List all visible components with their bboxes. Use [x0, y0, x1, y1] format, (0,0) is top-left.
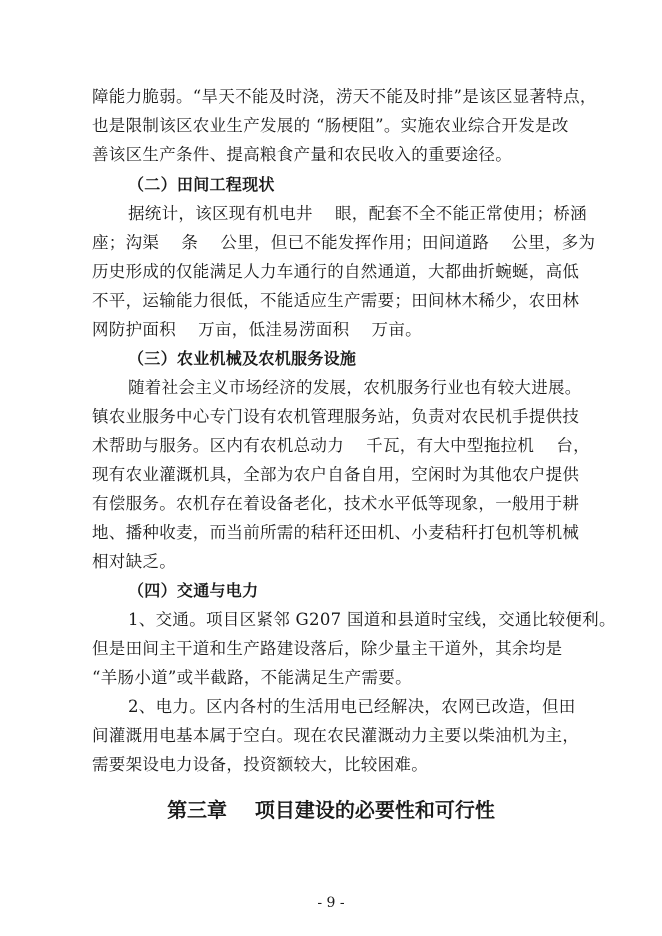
- paragraph-line: 1、交通。项目区紧邻 G207 国道和县道时宝线，交通比较便利。: [128, 610, 616, 629]
- paragraph-line: 据统计，该区现有机电井 眼，配套不全不能正常使用；桥涵: [128, 204, 587, 223]
- section-heading: （二）田间工程现状: [128, 175, 275, 194]
- section-heading: （四）交通与电力: [128, 581, 259, 600]
- page-number: - 9 -: [317, 895, 345, 911]
- paragraph-line: 需要架设电力设备，投资额较大，比较困难。: [92, 755, 428, 774]
- paragraph-line: 障能力脆弱。“旱天不能及时浇，涝天不能及时排”是该区显著特点，: [92, 87, 597, 106]
- paragraph-line: 2、电力。区内各村的生活用电已经解决，农网已改造，但田: [128, 697, 576, 716]
- paragraph-line: 间灌溉用电基本属于空白。现在农民灌溉动力主要以柴油机为主，: [92, 726, 580, 745]
- paragraph-line: 现有农业灌溉机具，全部为农户自备自用，空闲时为其他农户提供: [92, 465, 580, 484]
- paragraph-line: 地、播种收麦，而当前所需的秸秆还田机、小麦秸秆打包机等机械: [92, 523, 580, 542]
- paragraph-line: 不平，运输能力很低，不能适应生产需要；田间林木稀少，农田林: [92, 291, 580, 310]
- paragraph-line: “羊肠小道”或半截路，不能满足生产需要。: [92, 668, 412, 687]
- paragraph-line: 镇农业服务中心专门设有农机管理服务站，负责对农民机手提供技: [92, 407, 580, 426]
- paragraph-line: 也是限制该区农业生产发展的 “肠梗阻”。实施农业综合开发是改: [92, 116, 569, 135]
- paragraph-line: 但是田间主干道和生产路建设落后，除少量主干道外，其余均是: [92, 639, 563, 658]
- paragraph-line: 有偿服务。农机存在着设备老化，技术水平低等现象，一般用于耕: [92, 494, 580, 513]
- paragraph-line: 相对缺乏。: [92, 552, 176, 571]
- paragraph-line: 术帮助与服务。区内有农机总动力 千瓦，有大中型拖拉机 台，: [92, 436, 590, 455]
- paragraph-line: 座；沟渠 条 公里，但已不能发挥作用；田间道路 公里，多为: [92, 233, 596, 252]
- paragraph-line: 随着社会主义市场经济的发展，农机服务行业也有较大进展。: [128, 378, 582, 397]
- paragraph-line: 历史形成的仅能满足人力车通行的自然通道，大都曲折蜿蜒，高低: [92, 262, 580, 281]
- section-heading: （三）农业机械及农机服务设施: [128, 349, 357, 368]
- chapter-title: 第三章 项目建设的必要性和可行性: [167, 798, 495, 822]
- paragraph-line: 善该区生产条件、提高粮食产量和农民收入的重要途径。: [92, 145, 512, 164]
- paragraph-line: 网防护面积 万亩，低洼易涝面积 万亩。: [92, 320, 422, 339]
